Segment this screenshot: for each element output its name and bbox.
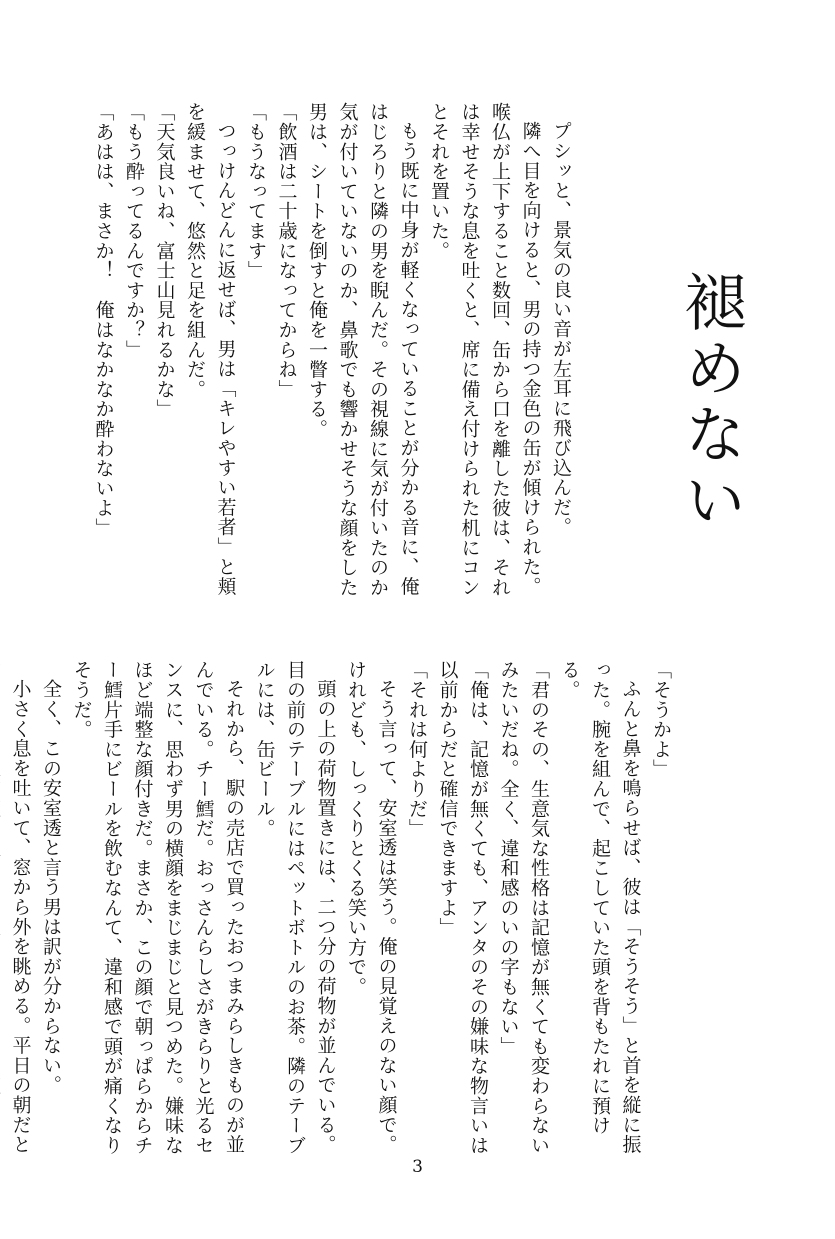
page-title: 褪めない (674, 270, 747, 534)
dialogue-line: 「天気良いね、富士山見れるかな」 (153, 102, 176, 419)
dialogue-line: 「俺は、記憶が無くても、アンタのその嫌味な物言いは以前からだと確信できますよ」 (436, 660, 489, 1155)
narrative-paragraph: 全く、この安室透と言う男は訳が分からない。 (40, 679, 62, 1095)
page-number: 3 (412, 1157, 423, 1177)
dialogue-line: 「それは何よりだ」 (406, 660, 428, 839)
dialogue-line: 「あはは、まさか！ 俺はなかなか酔わないよ」 (92, 102, 115, 538)
narrative-paragraph: つっけんどんに返せば、男は「キレやすい若者」と頬を緩ませて、悠然と足を組んだ。 (184, 102, 237, 597)
narrative-paragraph: そう言って、安室透は笑う。俺の見覚えのない顔で。けれども、しっくりとくる笑い方で。 (345, 660, 398, 1155)
narrative-paragraph: プシッと、景気の良い音が左耳に飛び込んだ。 (550, 121, 572, 537)
narrative-paragraph: ふんと鼻を鳴らせば、彼は「そうそう」と首を縦に振った。腕を組んで、起こしていた頭を背もたれに預ける。 (558, 660, 642, 1155)
lower-text-block (9, 660, 676, 1170)
dialogue-line: 「飲酒は二十歳になってからね」 (275, 102, 298, 399)
narrative-paragraph: 小さく息を吐いて、窓から外を眺める。平日の朝だと (9, 679, 32, 1155)
upper-text-block (88, 102, 576, 607)
dialogue-line: 「もう酔ってるんですか？」 (123, 102, 145, 360)
dialogue-line: 「君のその、生意気な性格は記憶が無くても変わらないみたいだね。全く、違和感のいの字もない」 (497, 660, 550, 1155)
dialogue-line: 「そうかよ」 (650, 660, 672, 779)
dialogue-line: 「もうなってます」 (245, 102, 267, 281)
narrative-paragraph: 頭の上の荷物置きには、二つ分の荷物が並んでいる。目の前のテーブルにはペットボトルのお茶。隣のテーブルには、缶ビール。 (253, 660, 337, 1155)
narrative-paragraph: 隣へ目を向けると、男の持つ金色の缶が傾けられた。喉仏が上下すること数回、缶から口を離した彼は、それは幸せそうな息を吐くと、席に備え付けられた机にコンとそれを置いた。 (428, 102, 542, 597)
narrative-paragraph: それから、駅の売店で買ったおつまみらしきものが並んでいる。チー鱈だ。おっさんらしさがきらりと光るセンスに、思わず男の横顔をまじまじと見つめた。嫌味なほど端整な顔付きだ。まさか、この顔で朝っぱらからチー鱈片手にビールを飲むなんて、違和感で頭が痛くなりそうだ。 (70, 660, 245, 1155)
narrative-paragraph: もう既に中身が軽くなっていることが分かる音に、俺はじろりと隣の男を睨んだ。その視線に気が付いたのか気が付いていないのか、鼻歌でも響かせそうな顔をした男は、シートを倒すと俺を一瞥する。 (306, 102, 420, 597)
